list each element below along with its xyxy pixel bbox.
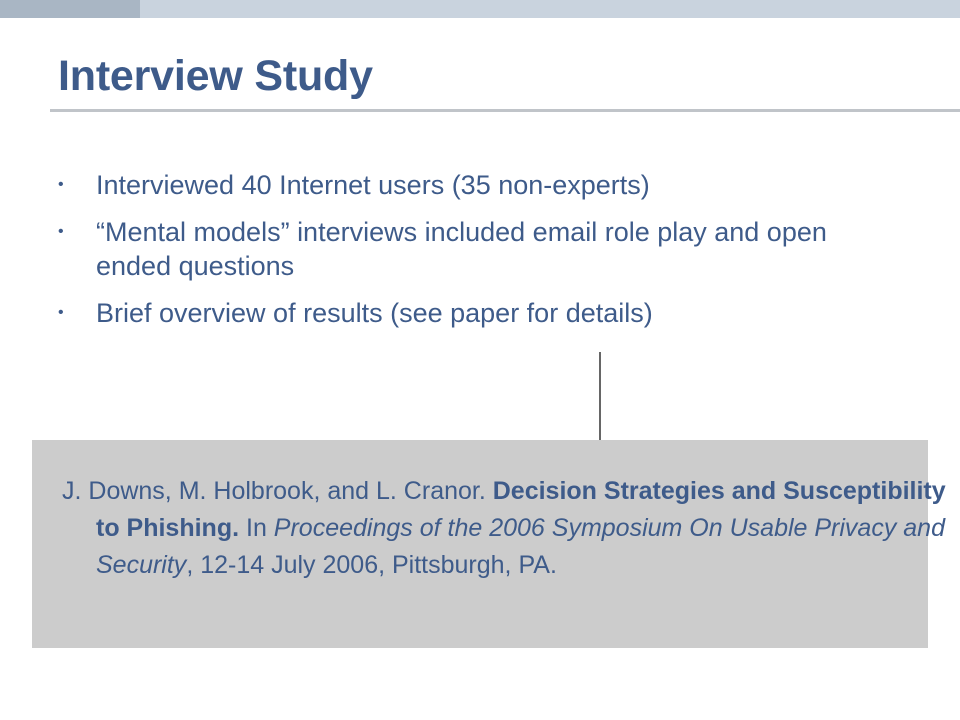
citation-text <box>62 473 946 584</box>
bullet-dot-icon: • <box>58 176 64 193</box>
bullet-text: Interviewed 40 Internet users (35 non-experts) <box>96 170 650 200</box>
bullet-item-mental-models <box>58 215 878 283</box>
title-divider <box>50 109 960 112</box>
citation-paper-title: Decision Strategies and Susceptibility to Phishing. <box>96 477 946 542</box>
bullet-dot-icon: • <box>58 304 64 321</box>
top-bar-accent-right <box>140 0 960 18</box>
citation-venue: Proceedings of the 2006 Symposium On Usable Privacy and Security <box>96 514 945 579</box>
top-bar-accent-left <box>0 0 140 18</box>
bullet-item-overview <box>58 296 878 330</box>
citation-details: , 12-14 July 2006, Pittsburgh, PA. <box>186 551 557 579</box>
citation-in: In <box>239 514 274 542</box>
bullet-list <box>58 168 878 343</box>
bullet-item-interviewed <box>58 168 878 202</box>
citation-authors: J. Downs, M. Holbrook, and L. Cranor. <box>62 477 493 505</box>
slide-title: Interview Study <box>58 52 373 100</box>
bullet-text: “Mental models” interviews included email role play and open ended questions <box>96 217 827 281</box>
bullet-dot-icon: • <box>58 223 64 240</box>
bullet-text: Brief overview of results (see paper for details) <box>96 298 653 328</box>
